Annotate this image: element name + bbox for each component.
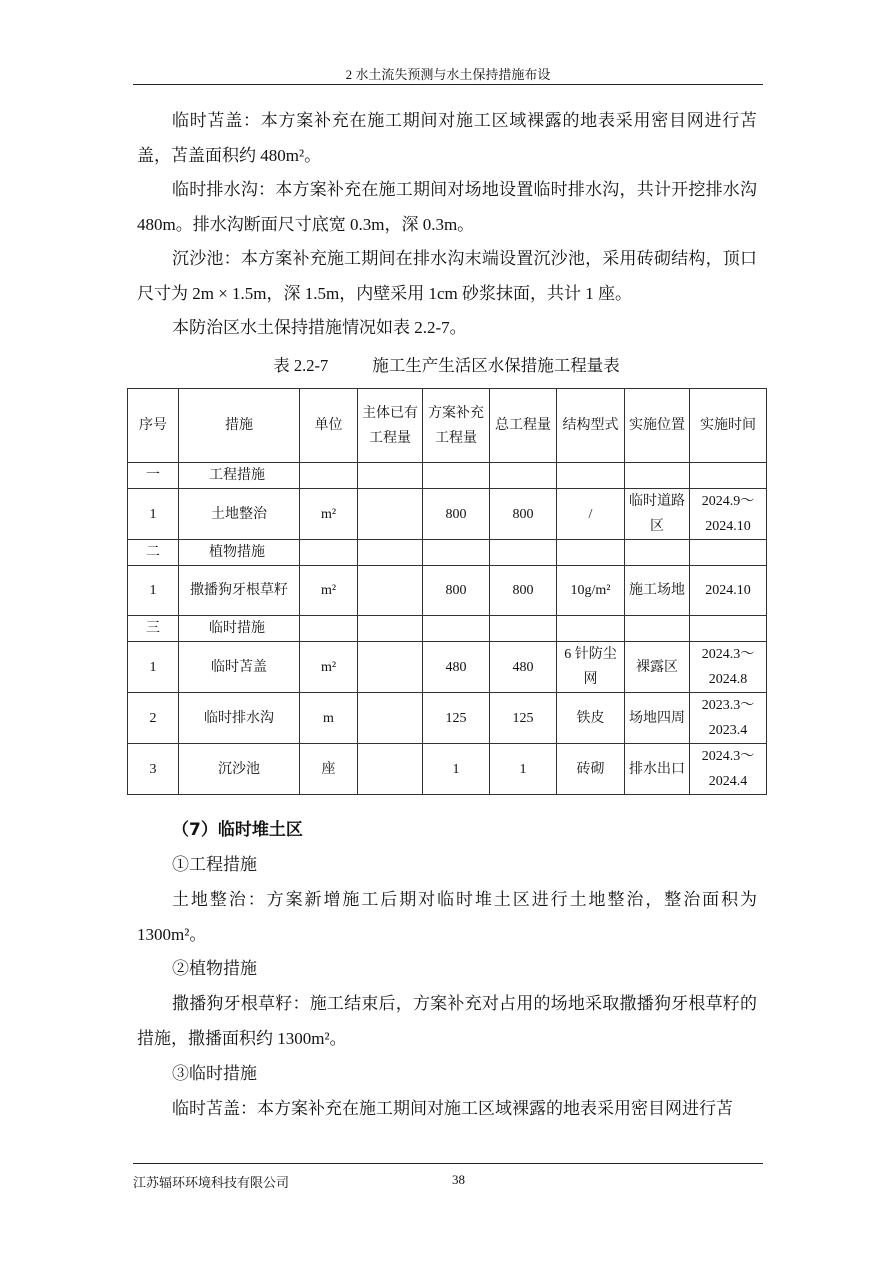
table-cell: 125 (490, 693, 557, 744)
subheading-temporary: ③临时措施 (172, 1064, 257, 1083)
table-cell (423, 616, 490, 642)
table-cell: m² (300, 489, 358, 540)
table-row (128, 540, 767, 566)
table-cell: 1 (490, 744, 557, 795)
table-cell (625, 463, 690, 489)
table-cell: 施工场地 (625, 566, 690, 616)
table-row (128, 642, 767, 693)
table-cell: 沉沙池 (179, 744, 300, 795)
running-header: 2 水土流失预测与水土保持措施布设 (345, 67, 551, 82)
table-cell (358, 540, 423, 566)
table-cell (557, 616, 625, 642)
table-row (128, 616, 767, 642)
header-cell: 实施时间 (690, 389, 767, 463)
table-cell (423, 463, 490, 489)
paragraph-temporary-cover-2: 临时苫盖：本方案补充在施工期间对施工区域裸露的地表采用密目网进行苫 (172, 1099, 733, 1118)
table-cell: 480 (490, 642, 557, 693)
paragraph-temporary-cover: 临时苫盖：本方案补充在施工期间对施工区域裸露的地表采用密目网进行苫盖，苫盖面积约 480m²。 (137, 111, 757, 165)
table-cell (625, 616, 690, 642)
table-cell: m² (300, 642, 358, 693)
table-cell: 1 (128, 489, 179, 540)
table-cell (300, 540, 358, 566)
table-cell: 一 (128, 463, 179, 489)
table-header-row (128, 389, 767, 463)
table-cell (690, 463, 767, 489)
subheading-engineering: ①工程措施 (172, 855, 257, 874)
table-cell (490, 616, 557, 642)
header-cell: 措施 (179, 389, 300, 463)
table-cell: 480 (423, 642, 490, 693)
table-cell: 3 (128, 744, 179, 795)
table-cell (358, 642, 423, 693)
subheading-vegetation: ②植物措施 (172, 959, 257, 978)
table-cell: 10g/m² (557, 566, 625, 616)
table-row (128, 566, 767, 616)
header-cell: 总工程量 (490, 389, 557, 463)
table-cell: 800 (490, 566, 557, 616)
table-cell: 临时苫盖 (179, 642, 300, 693)
table-row (128, 463, 767, 489)
table-cell: 铁皮 (557, 693, 625, 744)
header-cell: 主体已有工程量 (358, 389, 423, 463)
header-divider (133, 84, 763, 85)
table-cell: 临时排水沟 (179, 693, 300, 744)
header-cell: 方案补充工程量 (423, 389, 490, 463)
table-cell: 裸露区 (625, 642, 690, 693)
paragraph-grass-seeding: 撒播狗牙根草籽：施工结束后，方案补充对占用的场地采取撒播狗牙根草籽的措施，撒播面积约 1300m²。 (137, 994, 757, 1048)
table-cell: 场地四周 (625, 693, 690, 744)
table-cell: 座 (300, 744, 358, 795)
table-cell (358, 489, 423, 540)
footer-company: 江苏辐环环境科技有限公司 (133, 1175, 290, 1190)
table-cell: 2 (128, 693, 179, 744)
measures-table (127, 388, 767, 795)
table-cell: 植物措施 (179, 540, 300, 566)
table-cell (358, 463, 423, 489)
table-cell: 800 (490, 489, 557, 540)
table-cell: / (557, 489, 625, 540)
table-number: 表 2.2-7 (273, 356, 329, 375)
table-cell: m² (300, 566, 358, 616)
table-cell (557, 540, 625, 566)
table-cell: 800 (423, 489, 490, 540)
table-cell: 1 (128, 566, 179, 616)
table-cell: 临时措施 (179, 616, 300, 642)
table-cell (690, 616, 767, 642)
paragraph-land-leveling: 土地整治：方案新增施工后期对临时堆土区进行土地整治，整治面积为 1300m²。 (137, 890, 757, 944)
table-cell (358, 616, 423, 642)
footer-divider (133, 1163, 763, 1164)
table-cell: 土地整治 (179, 489, 300, 540)
table-cell: 6 针防尘网 (557, 642, 625, 693)
header-cell: 结构型式 (557, 389, 625, 463)
header-cell: 序号 (128, 389, 179, 463)
table-cell (490, 540, 557, 566)
table-cell: 临时道路区 (625, 489, 690, 540)
table-cell (423, 540, 490, 566)
table-cell: m (300, 693, 358, 744)
section-heading: （7）临时堆土区 (172, 820, 303, 840)
table-cell: 2023.3～2023.4 (690, 693, 767, 744)
table-cell (358, 744, 423, 795)
table-cell: 1 (128, 642, 179, 693)
table-cell: 砖砌 (557, 744, 625, 795)
table-cell (300, 616, 358, 642)
table-cell: 1 (423, 744, 490, 795)
header-cell: 实施位置 (625, 389, 690, 463)
table-cell: 2024.10 (690, 566, 767, 616)
table-cell (358, 693, 423, 744)
table-title: 施工生产生活区水保措施工程量表 (372, 356, 620, 375)
table-cell (557, 463, 625, 489)
table-row (128, 693, 767, 744)
table-cell: 三 (128, 616, 179, 642)
table-cell (300, 463, 358, 489)
paragraph-sedimentation-tank: 沉沙池：本方案补充施工期间在排水沟末端设置沉沙池，采用砖砌结构，顶口尺寸为 2m × 1.5m，深 1.5m，内壁采用 1cm 砂浆抹面，共计 1 座。 (137, 249, 757, 303)
table-cell: 125 (423, 693, 490, 744)
table-cell: 2024.9～2024.10 (690, 489, 767, 540)
table-row (128, 489, 767, 540)
paragraph-table-ref: 本防治区水土保持措施情况如表 2.2-7。 (172, 318, 467, 337)
table-cell (690, 540, 767, 566)
table-caption (127, 352, 766, 376)
table-cell: 800 (423, 566, 490, 616)
table-cell: 撒播狗牙根草籽 (179, 566, 300, 616)
page-number: 38 (452, 1172, 465, 1187)
table-cell: 工程措施 (179, 463, 300, 489)
header-cell: 单位 (300, 389, 358, 463)
table-row (128, 744, 767, 795)
table-cell (625, 540, 690, 566)
table-cell (490, 463, 557, 489)
table-cell: 2024.3～2024.8 (690, 642, 767, 693)
table-cell: 排水出口 (625, 744, 690, 795)
table-cell (358, 566, 423, 616)
table-cell: 二 (128, 540, 179, 566)
paragraph-drainage-ditch: 临时排水沟：本方案补充在施工期间对场地设置临时排水沟，共计开挖排水沟 480m。排水沟断面尺寸底宽 0.3m，深 0.3m。 (137, 180, 757, 234)
table-cell: 2024.3～2024.4 (690, 744, 767, 795)
